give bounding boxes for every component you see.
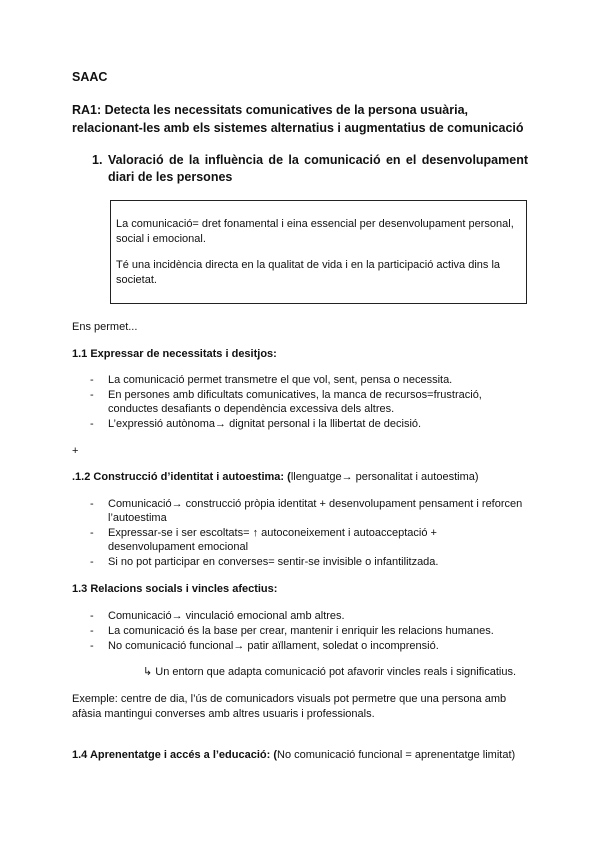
sub-list-item: ↳ Un entorn que adapta comunicació pot afavorir vincles reals i significatius. xyxy=(143,666,517,678)
bullet-dash: - xyxy=(90,527,94,539)
intro-text: Ens permet... xyxy=(72,321,138,333)
list-item: Si no pot participar en converses= sentir-se invisible o infantilitzada. xyxy=(108,556,439,568)
section-1-4-heading-note: No comunicació funcional = aprenentatge limitat) xyxy=(277,749,516,761)
section-1-4-heading xyxy=(72,748,515,762)
section-1-4-heading-bold: 1.4 Aprenentatge i accés a l’educació: ( xyxy=(72,749,278,761)
example-line2: afàsia mantingui converses amb altres usuaris i professionals. xyxy=(72,708,375,720)
bullet-dash: - xyxy=(90,610,94,622)
section-1-1-heading: 1.1 Expressar de necessitats i desitjos: xyxy=(72,348,277,360)
list-item: Comunicació→ construcció pròpia identitat + desenvolupament pensament i reforcen xyxy=(108,498,523,510)
bullet-dash: - xyxy=(90,389,94,401)
box-paragraph1-line1: La comunicació= dret fonamental i eina essencial per desenvolupament personal, xyxy=(116,218,514,230)
ra1-heading-line2: relacionant-les amb els sistemes alternatius i augmentatius de comunicació xyxy=(72,121,524,135)
list-item: En persones amb dificultats comunicatives, la manca de recursos=frustració, xyxy=(108,389,482,401)
section-1-2-heading-note: llenguatge→ personalitat i autoestima) xyxy=(290,471,479,483)
bullet-dash: - xyxy=(90,374,94,386)
box-paragraph2-line1: Té una incidència directa en la qualitat de vida i en la participació activa dins la xyxy=(116,259,501,271)
section1-heading-line2: diari de les persones xyxy=(108,170,233,184)
list-item: No comunicació funcional→ patir aïllament, soledat o incomprensió. xyxy=(108,640,439,652)
document-title: SAAC xyxy=(72,70,108,84)
section1-heading-line1: Valoració de la influència de la comunicació en el desenvolupament xyxy=(108,153,528,167)
section1-number: 1. xyxy=(92,153,103,167)
definition-box xyxy=(110,200,527,304)
list-item-continuation: desenvolupament emocional xyxy=(108,541,249,553)
bullet-dash: - xyxy=(90,556,94,568)
section-1-2-heading-bold: .1.2 Construcció d’identitat i autoestima: ( xyxy=(72,471,291,483)
plus-sign: + xyxy=(72,445,79,457)
list-item-continuation: conductes desafiants o dependència excessiva dels altres. xyxy=(108,403,395,415)
list-item-continuation: l’autoestima xyxy=(108,512,167,524)
bullet-dash: - xyxy=(90,498,94,510)
section-1-2-heading xyxy=(72,470,479,484)
ra1-heading-line1: RA1: Detecta les necessitats comunicatives de la persona usuària, xyxy=(72,103,469,117)
bullet-dash: - xyxy=(90,640,94,652)
box-paragraph2-line2: societat. xyxy=(116,274,157,286)
list-item: Comunicació→ vinculació emocional amb altres. xyxy=(108,610,345,622)
section-1-3-heading: 1.3 Relacions socials i vincles afectius: xyxy=(72,583,278,595)
list-item: L’expressió autònoma→ dignitat personal i la llibertat de decisió. xyxy=(108,418,422,430)
list-item: La comunicació permet transmetre el que vol, sent, pensa o necessita. xyxy=(108,374,453,386)
bullet-dash: - xyxy=(90,418,94,430)
list-item: La comunicació és la base per crear, mantenir i enriquir les relacions humanes. xyxy=(108,625,494,637)
example-line1: Exemple: centre de dia, l’ús de comunicadors visuals pot permetre que una persona amb xyxy=(72,693,507,705)
list-item: Expressar-se i ser escoltats= ↑ autoconeixement i autoacceptació + xyxy=(108,527,437,539)
box-paragraph1-line2: social i emocional. xyxy=(116,233,206,245)
bullet-dash: - xyxy=(90,625,94,637)
